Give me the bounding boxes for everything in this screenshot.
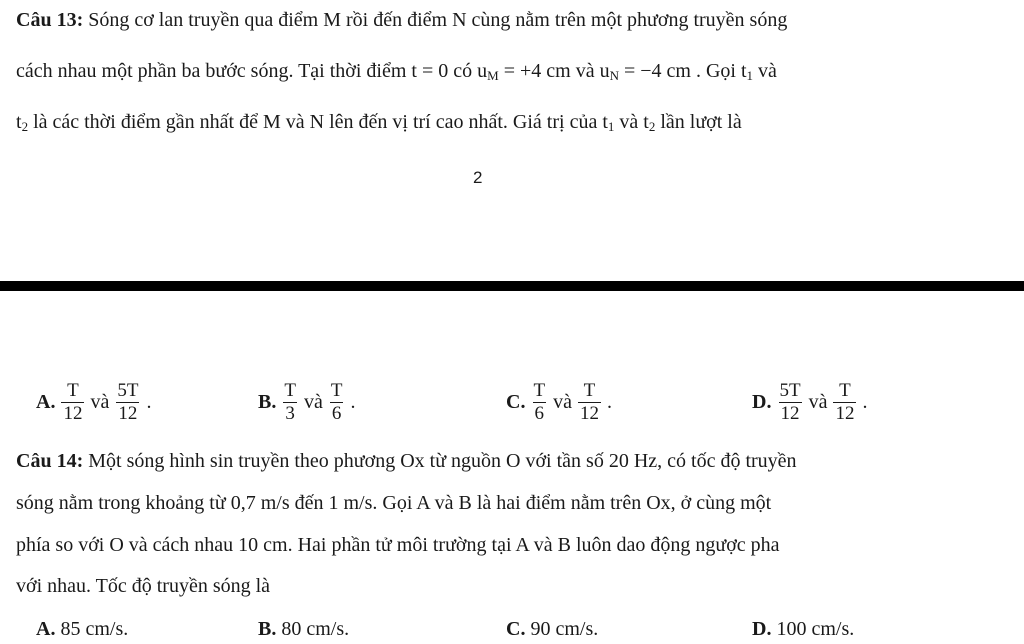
page-number: 2 bbox=[473, 168, 483, 187]
option-end: . bbox=[350, 390, 356, 413]
q14-text-1: Một sóng hình sin truyền theo phương Ox từ nguồn O với tần số 20 Hz, có tốc độ truyền bbox=[83, 450, 797, 472]
q13-sub-n: N bbox=[609, 68, 619, 83]
q14-line-1 bbox=[16, 449, 797, 473]
fraction-numerator: 5T bbox=[779, 379, 801, 401]
q13-text-2c: = −4 cm . Gọi t bbox=[618, 60, 747, 82]
fraction-denominator: 12 bbox=[63, 402, 83, 424]
fraction-denominator: 12 bbox=[579, 402, 599, 424]
option-text: 85 cm/s. bbox=[55, 618, 129, 640]
option-letter: D. bbox=[752, 390, 772, 413]
fraction-denominator: 6 bbox=[331, 402, 342, 424]
q13-line-1 bbox=[16, 8, 787, 32]
option-letter: B. bbox=[258, 618, 277, 640]
option-sep: và bbox=[553, 390, 572, 413]
q13-text-3d: lần lượt là bbox=[655, 111, 742, 133]
fraction-numerator: T bbox=[583, 379, 596, 401]
q13-sub-1: 1 bbox=[746, 68, 754, 83]
q14-line-2: sóng nằm trong khoảng từ 0,7 m/s đến 1 m/s. Gọi A và B là hai điểm nằm trên Ox, ở cùng một bbox=[16, 492, 772, 514]
q13-sub-m: M bbox=[487, 68, 499, 83]
fraction bbox=[329, 380, 345, 425]
q13-sub-2: 2 bbox=[21, 119, 29, 134]
fraction-numerator: T bbox=[284, 379, 296, 401]
option-letter: A. bbox=[36, 390, 56, 413]
fraction-numerator: T bbox=[67, 379, 79, 401]
q13-option-b bbox=[258, 374, 355, 430]
fraction-denominator: 6 bbox=[534, 402, 544, 424]
q13-sub-2b: 2 bbox=[648, 119, 656, 134]
q13-text-2d: và bbox=[753, 60, 777, 82]
option-end: . bbox=[862, 390, 868, 413]
option-end: . bbox=[606, 390, 612, 413]
q13-text-3a: t bbox=[16, 111, 22, 133]
fraction bbox=[777, 380, 802, 425]
option-text: 80 cm/s. bbox=[276, 618, 350, 640]
q13-text-2b: = +4 cm và u bbox=[498, 60, 610, 82]
fraction bbox=[833, 380, 856, 425]
q13-line-2 bbox=[16, 59, 777, 83]
fraction-numerator: T bbox=[839, 379, 851, 401]
fraction-numerator: T bbox=[533, 379, 546, 401]
q14-option-b bbox=[258, 617, 349, 641]
fraction-denominator: 12 bbox=[780, 402, 800, 424]
option-letter: A. bbox=[36, 618, 56, 640]
option-sep: và bbox=[808, 390, 828, 413]
q13-line-3 bbox=[16, 110, 742, 134]
fraction bbox=[282, 380, 298, 425]
option-letter: C. bbox=[506, 390, 526, 413]
q13-option-c bbox=[506, 374, 612, 430]
fraction bbox=[531, 380, 547, 425]
fraction-numerator: T bbox=[330, 379, 343, 401]
option-sep: và bbox=[90, 390, 110, 413]
fraction bbox=[578, 380, 601, 425]
option-text: 90 cm/s. bbox=[525, 618, 599, 640]
q14-line-4: với nhau. Tốc độ truyền sóng là bbox=[16, 575, 271, 597]
option-sep: và bbox=[303, 390, 323, 413]
fraction bbox=[115, 380, 140, 425]
fraction-denominator: 12 bbox=[118, 402, 138, 424]
fraction-denominator: 3 bbox=[285, 402, 295, 424]
q13-text-1: Sóng cơ lan truyền qua điểm M rồi đến điểm N cùng nằm trên một phương truyền sóng bbox=[83, 9, 788, 31]
q13-text-2a: cách nhau một phần ba bước sóng. Tại thời điểm t = 0 có u bbox=[16, 60, 488, 82]
q13-text-3b: là các thời điểm gần nhất để M và N lên đến vị trí cao nhất. Giá trị của t bbox=[28, 111, 608, 133]
q13-sub-1b: 1 bbox=[607, 119, 615, 134]
q13-option-a bbox=[36, 374, 151, 430]
option-letter: C. bbox=[506, 618, 526, 640]
fraction bbox=[61, 380, 84, 425]
q14-label: Câu 14: bbox=[16, 450, 84, 472]
q14-option-a bbox=[36, 617, 128, 641]
fraction-denominator: 12 bbox=[835, 402, 855, 424]
q13-option-d bbox=[752, 374, 867, 430]
q13-label: Câu 13: bbox=[16, 9, 84, 31]
fraction-numerator: 5T bbox=[117, 379, 139, 401]
option-letter: D. bbox=[752, 618, 772, 640]
option-letter: B. bbox=[258, 390, 277, 413]
option-end: . bbox=[146, 390, 152, 413]
q14-option-d bbox=[752, 617, 854, 641]
q14-option-c bbox=[506, 617, 598, 641]
page-divider bbox=[0, 281, 1024, 291]
q13-text-3c: và t bbox=[614, 111, 649, 133]
q14-line-3: phía so với O và cách nhau 10 cm. Hai phần tử môi trường tại A và B luôn dao động ngược pha bbox=[16, 534, 780, 556]
option-text: 100 cm/s. bbox=[771, 618, 855, 640]
